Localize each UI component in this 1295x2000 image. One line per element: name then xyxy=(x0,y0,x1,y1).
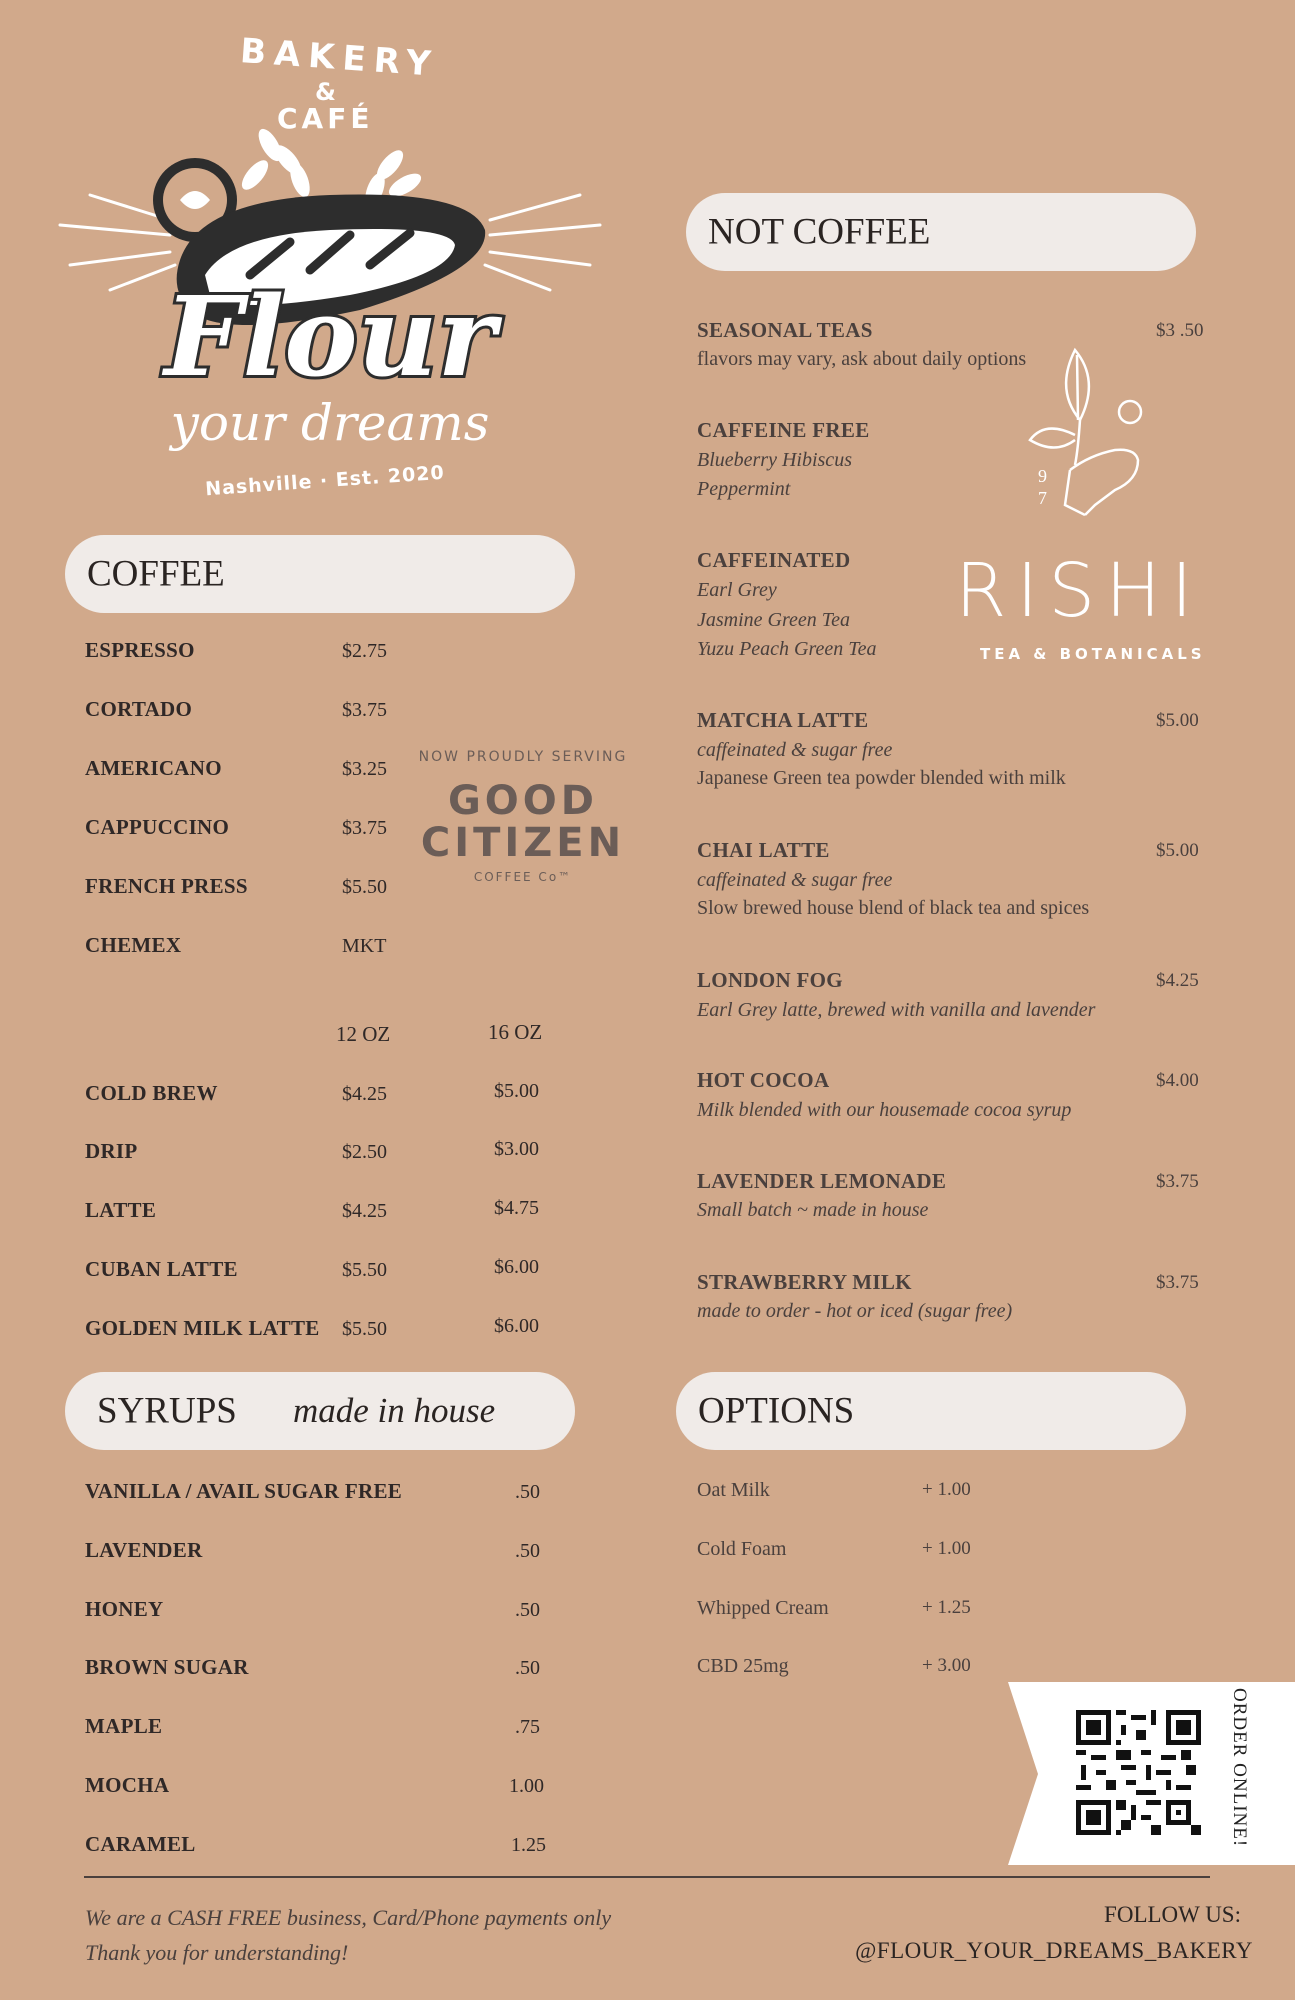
list-item: MOCHA xyxy=(85,1773,170,1797)
item-price: $5.50 xyxy=(342,876,387,898)
syrups-heading: SYRUPS made in house xyxy=(65,1372,575,1450)
good-citizen-name-1: GOOD xyxy=(447,778,599,824)
tea-flavor: Earl Grey xyxy=(697,579,777,601)
list-item: STRAWBERRY MILK xyxy=(697,1270,912,1294)
item-price-12oz: $2.50 xyxy=(342,1141,387,1163)
rishi-number: 7 xyxy=(1038,488,1047,508)
item-sub: Earl Grey latte, brewed with vanilla and lavender xyxy=(697,999,1096,1021)
order-online-banner[interactable] xyxy=(1008,1682,1295,1865)
item-sub: caffeinated & sugar free xyxy=(697,869,893,891)
item-sub: made to order - hot or iced (sugar free) xyxy=(697,1300,1013,1322)
item-price: $3.75 xyxy=(1156,1272,1199,1293)
syrups-subheading: made in house xyxy=(293,1391,496,1430)
qr-code-icon[interactable] xyxy=(1076,1710,1201,1835)
footer-social-handle[interactable]: @FLOUR_YOUR_DREAMS_BAKERY xyxy=(855,1938,1253,1963)
list-item: CUBAN LATTE xyxy=(85,1257,238,1281)
list-item: Cold Foam xyxy=(697,1538,787,1560)
item-desc: flavors may vary, ask about daily options xyxy=(697,348,1027,370)
item-price-16oz: $3.00 xyxy=(494,1138,539,1160)
rishi-name: RISHI xyxy=(955,548,1203,634)
size-header-12oz: 12 OZ xyxy=(336,1022,391,1046)
list-item: HOT COCOA xyxy=(697,1068,830,1092)
list-item: CAPPUCCINO xyxy=(85,815,230,839)
brand-flour: Flour xyxy=(164,272,496,401)
item-price: 1.25 xyxy=(511,1834,546,1856)
tea-flavor: Peppermint xyxy=(697,478,791,500)
tea-flavor: Yuzu Peach Green Tea xyxy=(697,638,877,660)
item-price: $3 .50 xyxy=(1156,320,1204,341)
item-price-16oz: $5.00 xyxy=(494,1080,539,1102)
list-item: CAFFEINE FREE xyxy=(697,418,870,442)
list-item: CORTADO xyxy=(85,697,193,721)
item-price: + 3.00 xyxy=(922,1655,971,1676)
item-price: $3.75 xyxy=(1156,1171,1199,1192)
item-sub: Small batch ~ made in house xyxy=(697,1199,929,1221)
footer-thanks: Thank you for understanding! xyxy=(85,1940,349,1965)
list-item: Oat Milk xyxy=(697,1479,770,1501)
logo xyxy=(30,30,630,510)
logo-location: Nashville · Est. 2020 xyxy=(204,461,446,501)
item-price: + 1.00 xyxy=(922,1538,971,1559)
list-item: ESPRESSO xyxy=(85,638,195,662)
rishi-number: 9 xyxy=(1038,466,1047,486)
order-online-label[interactable]: ORDER ONLINE! xyxy=(1229,1688,1250,1848)
item-price: MKT xyxy=(342,935,387,957)
list-item: LAVENDER LEMONADE xyxy=(697,1169,947,1193)
list-item: SEASONAL TEAS xyxy=(697,318,873,342)
list-item: LAVENDER xyxy=(85,1538,203,1562)
list-item: LATTE xyxy=(85,1198,157,1222)
item-price-12oz: $5.50 xyxy=(342,1259,387,1281)
list-item: CBD 25mg xyxy=(697,1655,789,1677)
list-item: GOLDEN MILK LATTE xyxy=(85,1316,320,1340)
list-item: MATCHA LATTE xyxy=(697,708,869,732)
item-price: $3.25 xyxy=(342,758,387,780)
list-item: CAFFEINATED xyxy=(697,548,851,572)
rishi-sub: TEA & BOTANICALS xyxy=(980,645,1206,663)
item-price: + 1.25 xyxy=(922,1597,971,1618)
list-item: FRENCH PRESS xyxy=(85,874,248,898)
tea-flavor: Blueberry Hibiscus xyxy=(697,449,852,471)
brand-tagline: your dreams xyxy=(170,394,490,452)
item-price: $3.75 xyxy=(342,699,387,721)
item-price-16oz: $6.00 xyxy=(494,1315,539,1337)
tea-flavor: Jasmine Green Tea xyxy=(697,609,850,631)
coffee-heading: COFFEE xyxy=(65,535,575,613)
size-header-16oz: 16 OZ xyxy=(488,1020,543,1044)
item-price: $5.00 xyxy=(1156,710,1199,731)
item-price: $3.75 xyxy=(342,817,387,839)
logo-amp: & xyxy=(315,78,336,106)
item-sub: caffeinated & sugar free xyxy=(697,739,893,761)
good-citizen-tagline: NOW PROUDLY SERVING xyxy=(418,749,628,765)
list-item: CARAMEL xyxy=(85,1832,196,1856)
footer-payment-notice: We are a CASH FREE business, Card/Phone payments only xyxy=(85,1905,612,1930)
item-price: + 1.00 xyxy=(922,1479,971,1500)
item-price: $4.00 xyxy=(1156,1070,1199,1091)
item-price: 1.00 xyxy=(509,1775,544,1797)
list-item: COLD BREW xyxy=(85,1081,218,1105)
item-price-12oz: $4.25 xyxy=(342,1200,387,1222)
item-sub: Milk blended with our housemade cocoa syrup xyxy=(697,1099,1072,1121)
item-price-16oz: $6.00 xyxy=(494,1256,539,1278)
not-coffee-heading: NOT COFFEE xyxy=(686,193,1196,271)
list-item: BROWN SUGAR xyxy=(85,1655,249,1679)
item-price-12oz: $4.25 xyxy=(342,1083,387,1105)
list-item: VANILLA / AVAIL SUGAR FREE xyxy=(85,1479,403,1503)
item-price-16oz: $4.75 xyxy=(494,1197,539,1219)
item-desc: Slow brewed house blend of black tea and spices xyxy=(697,897,1090,919)
list-item: AMERICANO xyxy=(85,756,222,780)
list-item: CHAI LATTE xyxy=(697,838,830,862)
good-citizen-sub: COFFEE Co™ xyxy=(473,870,573,884)
logo-bakery: BAKERY xyxy=(238,31,440,85)
item-price: $5.00 xyxy=(1156,840,1199,861)
options-heading: OPTIONS xyxy=(676,1372,1186,1450)
item-price: .50 xyxy=(515,1481,540,1503)
item-desc: Japanese Green tea powder blended with milk xyxy=(697,767,1066,789)
item-price-12oz: $5.50 xyxy=(342,1318,387,1340)
item-price: .75 xyxy=(515,1716,540,1738)
item-price: $4.25 xyxy=(1156,970,1199,991)
list-item: Whipped Cream xyxy=(697,1597,829,1619)
list-item: LONDON FOG xyxy=(697,968,843,992)
list-item: DRIP xyxy=(85,1139,138,1163)
item-price: .50 xyxy=(515,1540,540,1562)
item-price: .50 xyxy=(515,1599,540,1621)
list-item: HONEY xyxy=(85,1597,164,1621)
footer-follow: FOLLOW US: xyxy=(1104,1902,1241,1927)
logo-cafe: CAFÉ xyxy=(277,102,374,135)
list-item: MAPLE xyxy=(85,1714,163,1738)
good-citizen-name-2: CITIZEN xyxy=(420,820,626,866)
item-price: $2.75 xyxy=(342,640,387,662)
item-price: .50 xyxy=(515,1657,540,1679)
list-item: CHEMEX xyxy=(85,933,182,957)
footer-divider xyxy=(84,1876,1210,1878)
